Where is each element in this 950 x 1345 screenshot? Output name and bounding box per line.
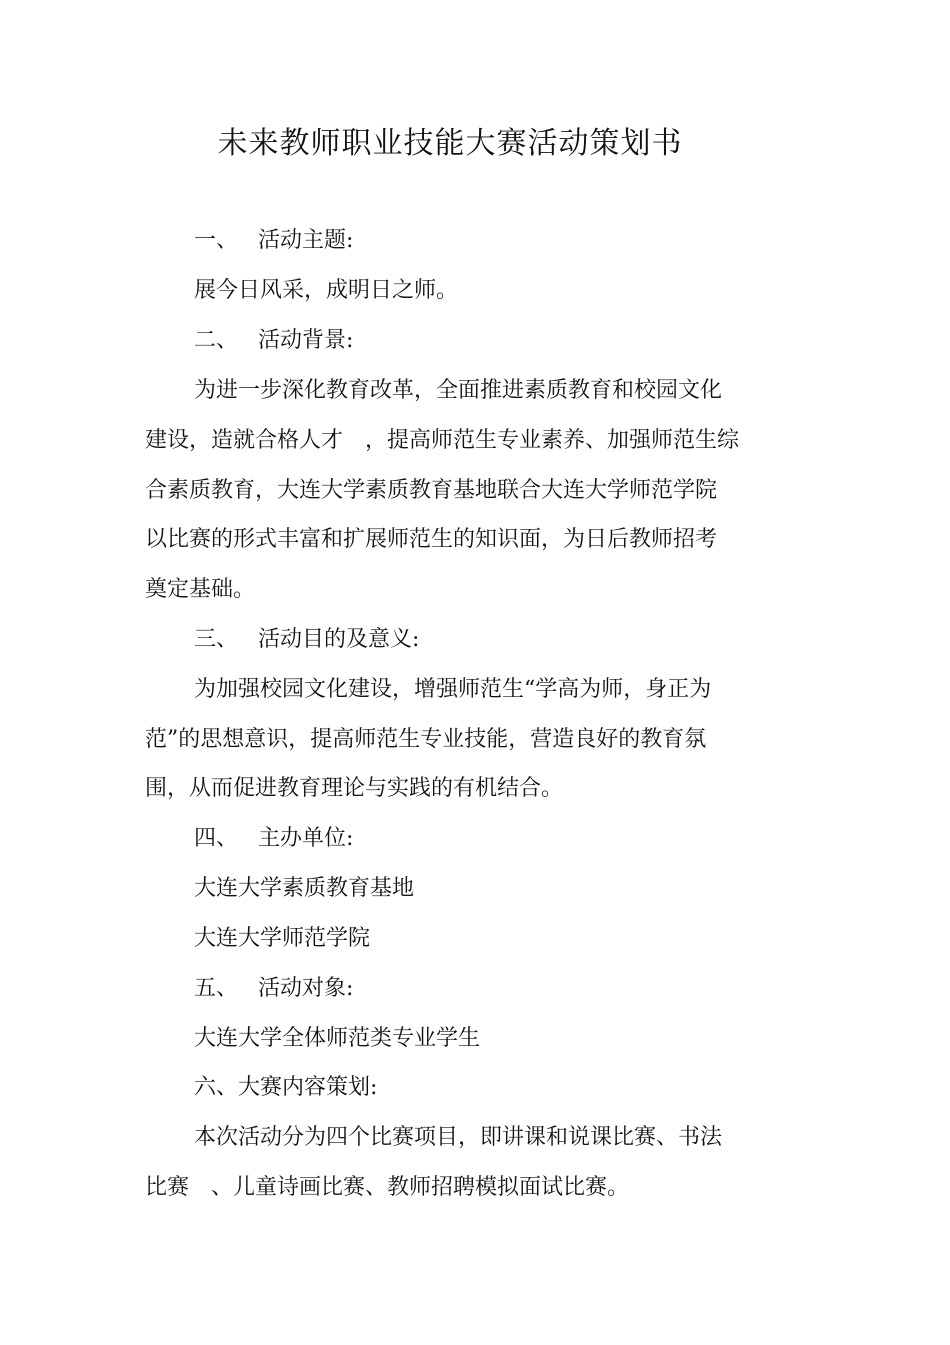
section-4-body-line: 大连大学素质教育基地 [194, 876, 415, 901]
section-5-body: 大连大学全体师范类专业学生 [194, 1026, 481, 1051]
section-5-title: 活动对象: [258, 976, 354, 1001]
section-4-title: 主办单位: [258, 826, 354, 851]
section-1-number: 一、 [194, 228, 239, 253]
section-2-body-line: 奠定基础。 [145, 577, 256, 602]
section-1-title: 活动主题: [258, 228, 354, 253]
section-3-body-line: 围，从而促进教育理论与实践的有机结合。 [145, 776, 564, 801]
section-2-body-line: 合素质教育，大连大学素质教育基地联合大连大学师范学院 [145, 478, 718, 503]
section-3-number: 三、 [194, 627, 239, 652]
section-6-body-line: 本次活动分为四个比赛项目，即讲课和说课比赛、书法 [194, 1125, 723, 1150]
section-2-number: 二、 [194, 328, 239, 353]
section-1-heading [194, 226, 353, 256]
section-1-body: 展今日风采，成明日之师。 [194, 278, 459, 303]
section-4-number: 四、 [194, 826, 239, 851]
section-6-body-line: 比赛 、儿童诗画比赛、教师招聘模拟面试比赛。 [145, 1175, 630, 1200]
section-3-title: 活动目的及意义: [258, 627, 420, 652]
section-4-body-line: 大连大学师范学院 [194, 926, 371, 951]
section-2-body-line: 为进一步深化教育改革，全面推进素质教育和校园文化 [194, 378, 723, 403]
section-4-heading [194, 824, 353, 854]
section-3-heading [194, 625, 419, 655]
section-3-body-line: 范”的思想意识，提高师范生专业技能，营造良好的教育氛 [145, 727, 707, 752]
section-5-heading [194, 974, 353, 1004]
section-2-body-line: 建设，造就合格人才 ，提高师范生专业素养、加强师范生综 [145, 428, 740, 453]
section-6-heading: 六、大赛内容策划: [194, 1075, 378, 1100]
section-2-body-line: 以比赛的形式丰富和扩展师范生的知识面，为日后教师招考 [145, 527, 718, 552]
section-2-title: 活动背景: [258, 328, 354, 353]
section-5-number: 五、 [194, 976, 239, 1001]
document-title: 未来教师职业技能大赛活动策划书 [217, 126, 683, 161]
section-3-body-line: 为加强校园文化建设，增强师范生“学高为师，身正为 [194, 677, 712, 702]
section-2-heading [194, 326, 353, 356]
